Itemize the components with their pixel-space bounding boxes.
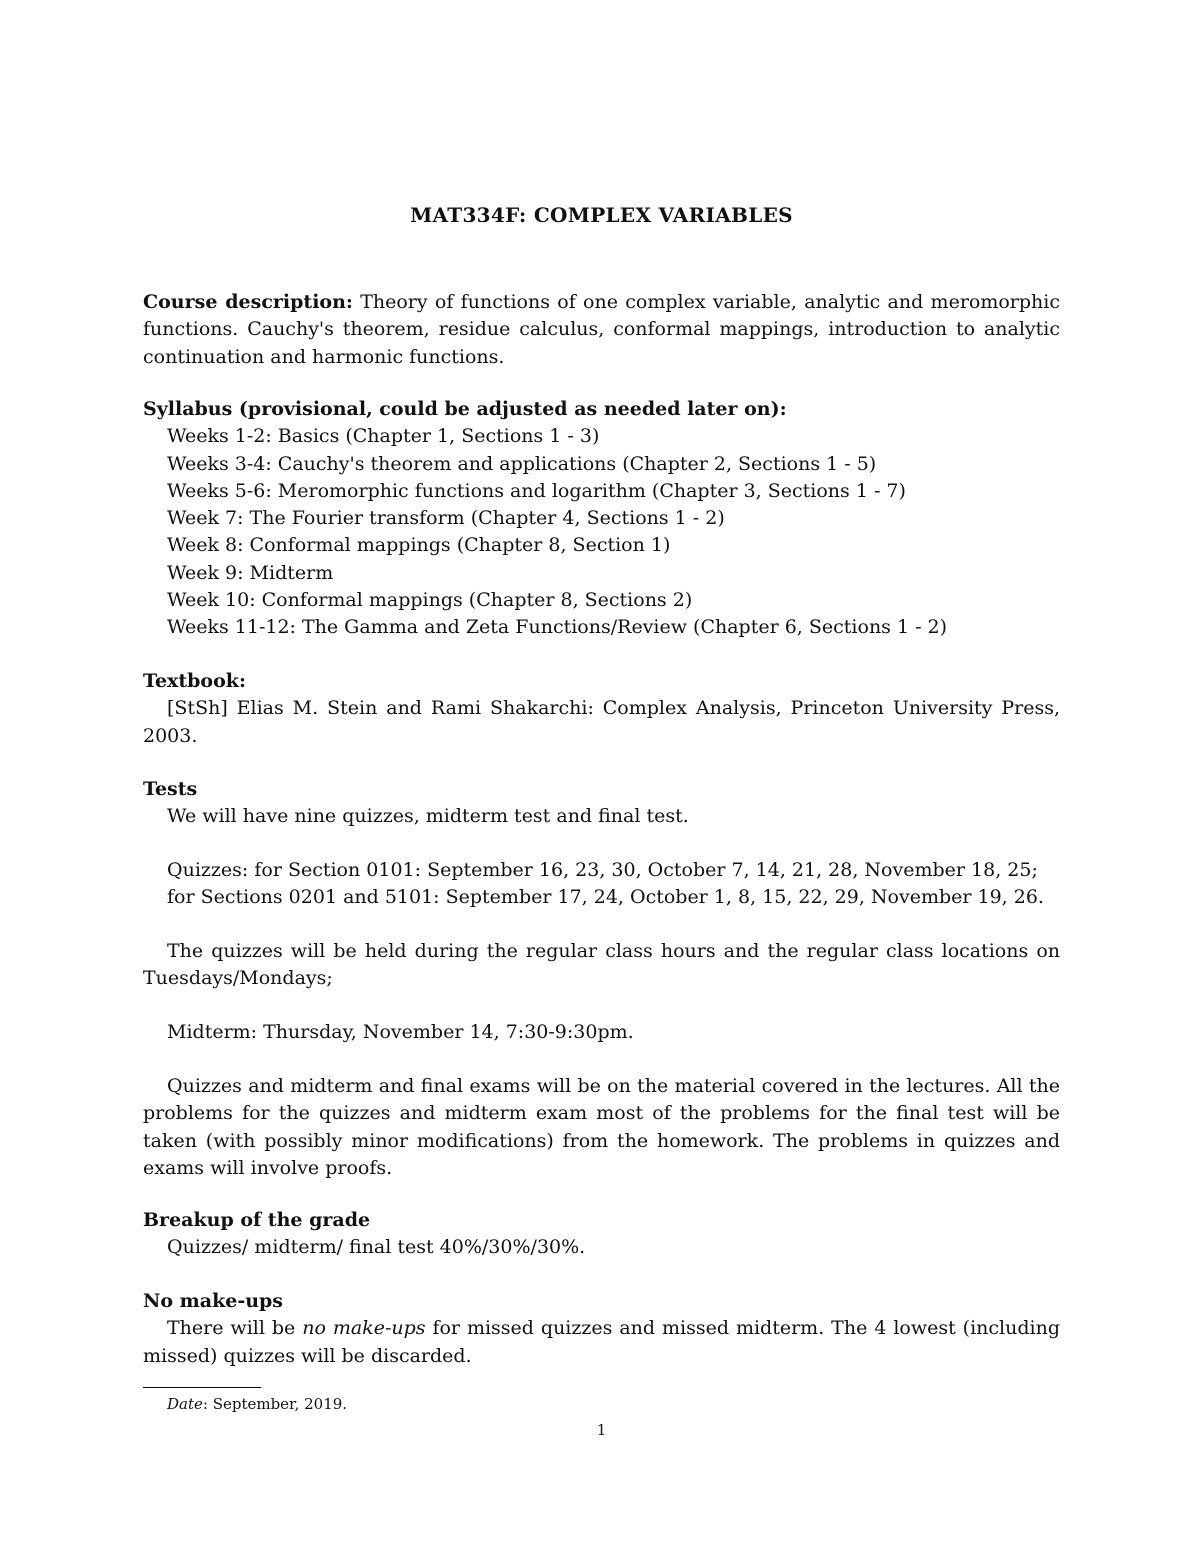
textbook-section (143, 668, 1060, 750)
textbook-text: [StSh] Elias M. Stein and Rami Shakarchi: Complex Analysis, Princeton University Press, 2003. (143, 697, 1060, 747)
textbook-heading: Textbook: (143, 670, 246, 692)
footnote-label: Date (167, 1395, 203, 1413)
quizzes-dates (143, 857, 1084, 912)
tests-intro: We will have nine quizzes, midterm test and final test. (167, 805, 689, 828)
footnote-rule (143, 1387, 261, 1388)
makeups-heading: No make-ups (143, 1290, 284, 1312)
syllabus-item: Week 9: Midterm (167, 561, 334, 584)
tests-heading: Tests (143, 778, 198, 800)
makeups-section (143, 1288, 1060, 1370)
syllabus-heading: Syllabus (provisional, could be adjusted as needed later on): (143, 398, 787, 420)
makeups-text-after: for missed quizzes and missed midterm. The 4 lowest (including missed) quizzes will be discarded. (143, 1317, 1060, 1367)
quizzes-held-text: The quizzes will be held during the regular class hours and the regular class locations on Tuesdays/Mondays; (143, 940, 1060, 990)
page-title: MAT334F: COMPLEX VARIABLES (410, 203, 793, 227)
footnote-text: : September, 2019. (202, 1395, 348, 1413)
syllabus-item: Weeks 5-6: Meromorphic functions and logarithm (Chapter 3, Sections 1 - 7) (167, 479, 906, 502)
quizzes-line-1: Quizzes: for Section 0101: September 16, 23, 30, October 7, 14, 21, 28, November 18, 25; (167, 859, 1038, 881)
grade-text: Quizzes/ midterm/ final test 40%/30%/30%. (167, 1236, 586, 1259)
syllabus-item: Week 7: The Fourier transform (Chapter 4, Sections 1 - 2) (167, 507, 725, 530)
syllabus-item: Weeks 1-2: Basics (Chapter 1, Sections 1 - 3) (167, 425, 600, 448)
footnote (167, 1395, 347, 1413)
grade-heading: Breakup of the grade (143, 1209, 371, 1231)
syllabus-item: Week 8: Conformal mappings (Chapter 8, Section 1) (167, 534, 671, 557)
makeups-text-before: There will be (167, 1317, 303, 1340)
tests-section (143, 776, 1060, 831)
makeups-emphasis: no make-ups (302, 1317, 426, 1340)
midterm-text: Midterm: Thursday, November 14, 7:30-9:30pm. (167, 1021, 634, 1043)
syllabus-item: Weeks 3-4: Cauchy's theorem and applications (Chapter 2, Sections 1 - 5) (167, 452, 877, 475)
syllabus-item: Week 10: Conformal mappings (Chapter 8, Sections 2) (167, 589, 693, 612)
course-description-text: Theory of functions of one complex variable, analytic and meromorphic functions. Cauchy's theorem, residue calculus, conformal mappings, introduction to analytic continuation and harmonic functions. (143, 291, 1060, 368)
syllabus-list (143, 423, 1060, 641)
makeups-text (143, 1315, 1060, 1370)
page-number: 1 (596, 1421, 607, 1439)
material-text: Quizzes and midterm and final exams will be on the material covered in the lectures. All the problems for the quizzes and midterm exam most of the problems for the final test will be taken (with possibly minor modifications) from the homework. The problems in quizzes and exams will involve proofs. (143, 1075, 1060, 1179)
syllabus-section (143, 396, 1060, 642)
course-description (143, 289, 1060, 371)
grade-section (143, 1207, 1060, 1262)
quizzes-line-2: for Sections 0201 and 5101: September 17, 24, October 1, 8, 15, 22, 29, November 19, 26. (167, 886, 1044, 909)
course-description-label: Course description: (143, 291, 353, 313)
syllabus-item: Weeks 11-12: The Gamma and Zeta Functions/Review (Chapter 6, Sections 1 - 2) (167, 616, 948, 639)
